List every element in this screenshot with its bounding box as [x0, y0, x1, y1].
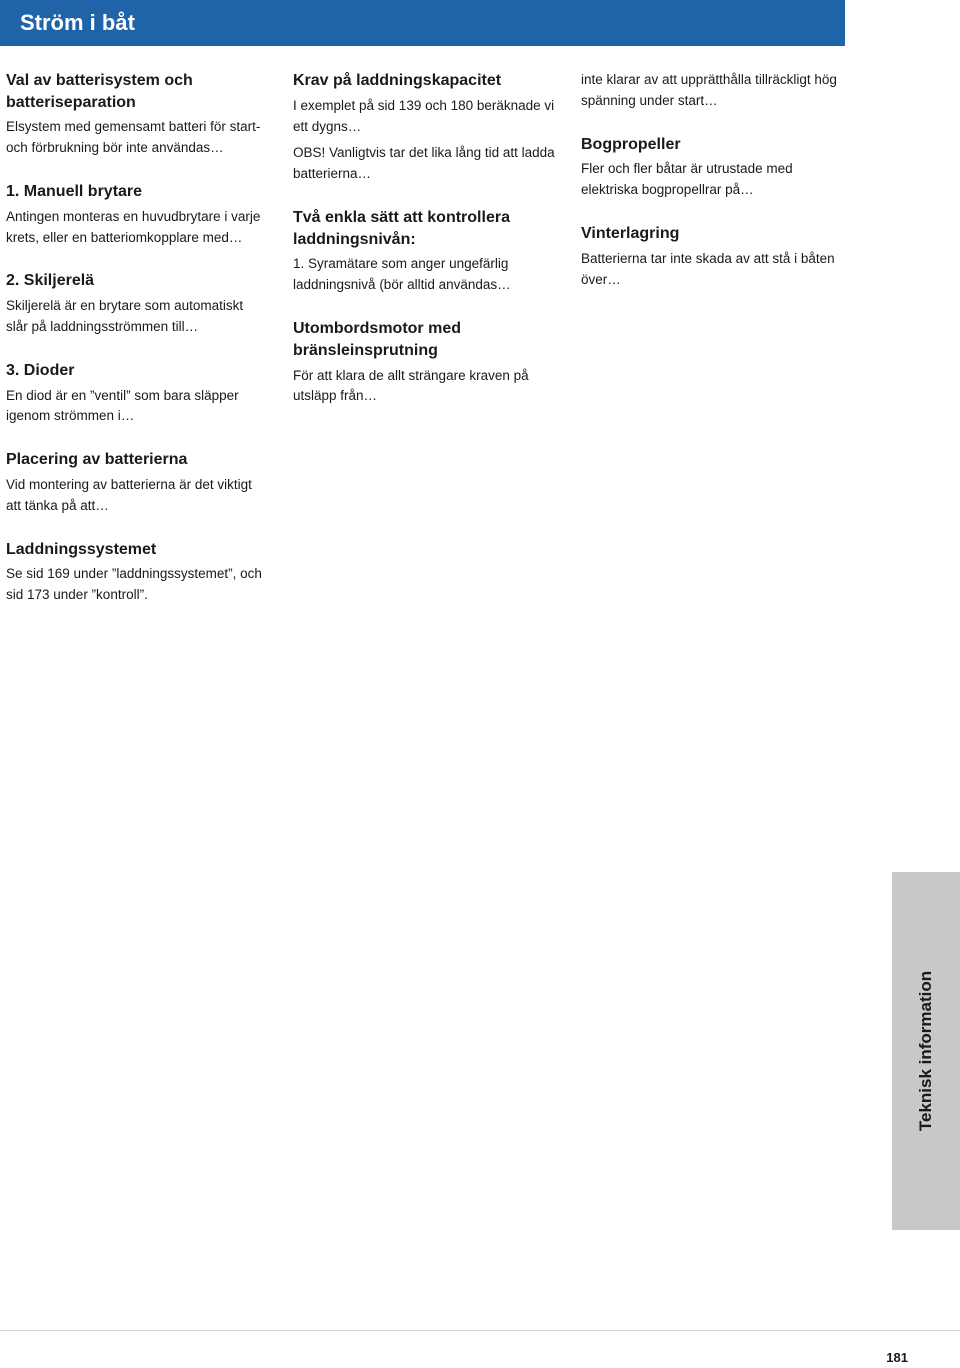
- paragraph: 1. Syramätare som anger ungefärlig laddningsnivå (bör alltid användas…: [293, 256, 511, 293]
- section: [581, 223, 843, 290]
- paragraph: Elsystem med gemensamt batteri för start- och förbrukning bör inte användas…: [6, 119, 261, 156]
- paragraph: För att klara de allt strängare kraven på utsläpp från…: [293, 367, 529, 404]
- section: [6, 181, 268, 248]
- section: [581, 134, 843, 201]
- section-heading: Val av batterisystem och batteriseparation: [6, 72, 193, 111]
- section-heading: Två enkla sätt att kontrollera laddningsnivån:: [293, 209, 510, 248]
- paragraph: Antingen monteras en huvudbrytare i varje krets, eller en batteriomkopplare med…: [6, 208, 261, 245]
- page-number: 181: [886, 1350, 908, 1365]
- section: [6, 449, 268, 516]
- section-heading: Bogpropeller: [581, 135, 681, 153]
- section: [293, 70, 555, 185]
- side-tab-label: Teknisk information: [916, 970, 935, 1132]
- section-heading: 3. Dioder: [6, 361, 75, 379]
- paragraph: Fler och fler båtar är utrustade med elektriska bogpropellrar på…: [581, 161, 793, 198]
- section-heading: Laddningssystemet: [6, 540, 157, 558]
- page-title: Ström i båt: [20, 10, 135, 35]
- side-tab: [892, 872, 960, 1230]
- section: [293, 318, 555, 407]
- paragraph: Batterierna tar inte skada av att stå i båten över…: [581, 250, 835, 287]
- section-heading: Vinterlagring: [581, 225, 680, 243]
- section: [6, 270, 268, 337]
- section: [6, 70, 268, 159]
- text-column-2: [293, 70, 555, 429]
- header-bar: [0, 0, 845, 46]
- paragraph: En diod är en ”ventil” som bara släpper igenom strömmen i…: [6, 387, 239, 424]
- paragraph: OBS! Vanligtvis tar det lika lång tid att ladda batterierna…: [293, 145, 555, 182]
- section: [6, 539, 268, 606]
- section: [6, 360, 268, 427]
- paragraph: Se sid 169 under ”laddningssystemet”, och sid 173 under ”kontroll”.: [6, 566, 262, 603]
- section-heading: 2. Skiljerelä: [6, 272, 95, 290]
- text-column-1: [6, 70, 268, 628]
- section-heading: Krav på laddningskapacitet: [293, 72, 502, 89]
- section: [293, 207, 555, 296]
- paragraph: I exemplet på sid 139 och 180 beräknade vi ett dygns…: [293, 97, 555, 134]
- section-heading: 1. Manuell brytare: [6, 183, 143, 201]
- footer-divider: [0, 1330, 960, 1331]
- paragraph: Vid montering av batterierna är det viktigt att tänka på att…: [6, 476, 252, 513]
- paragraph: inte klarar av att upprätthålla tillräckligt hög spänning under start…: [581, 72, 837, 108]
- section-heading: Utombordsmotor med bränsleinsprutning: [293, 320, 461, 359]
- section: [581, 70, 843, 112]
- text-column-3: [581, 70, 843, 313]
- section-heading: Placering av batterierna: [6, 451, 188, 469]
- paragraph: Skiljerelä är en brytare som automatiskt slår på laddningsströmmen till…: [6, 298, 244, 334]
